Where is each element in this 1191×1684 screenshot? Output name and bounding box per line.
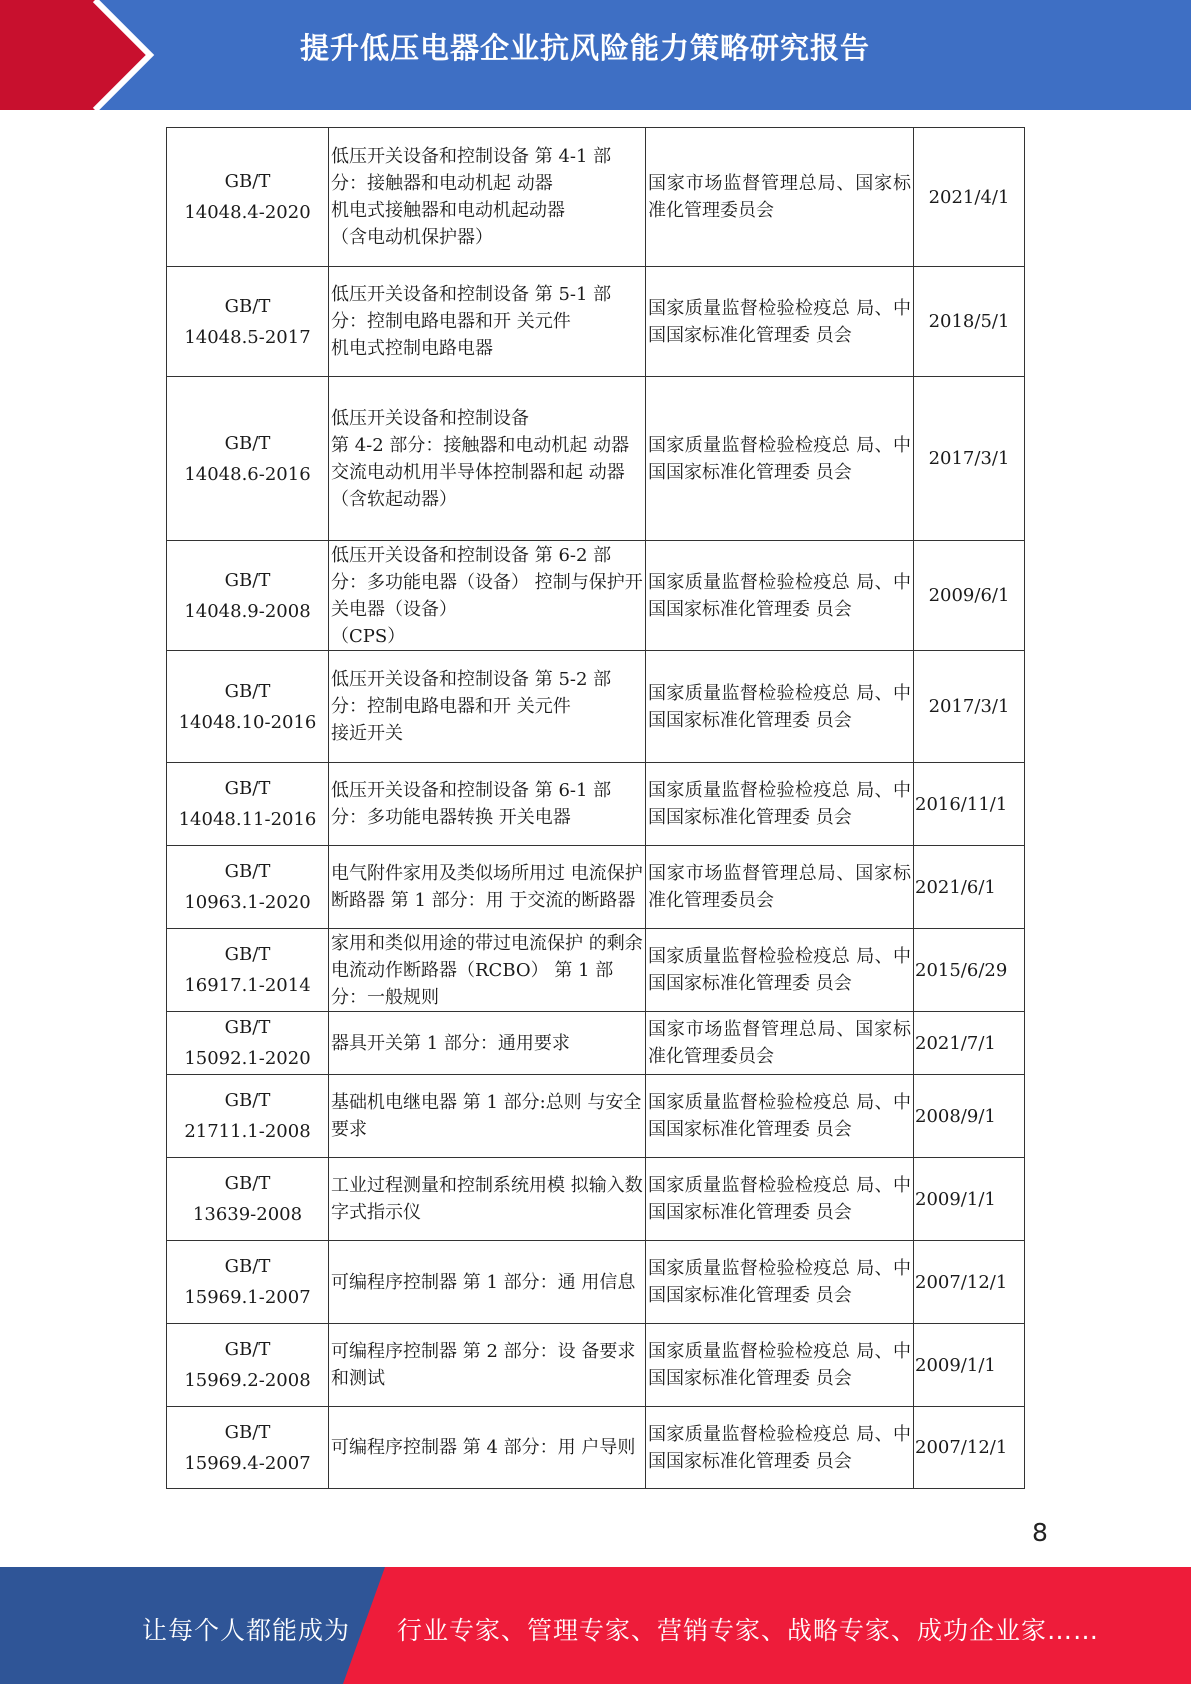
standard-title: 工业过程测量和控制系统用模 拟输入数字式指示仪 xyxy=(329,1158,646,1241)
standard-title: 电气附件家用及类似场所用过 电流保护断路器 第 1 部分：用 于交流的断路器 xyxy=(329,846,646,929)
effective-date: 2017/3/1 xyxy=(914,651,1025,763)
footer-slogan-right: 行业专家、管理专家、营销专家、战略专家、成功企业家…… xyxy=(397,1616,1100,1645)
standard-code: GB/T 15969.4-2007 xyxy=(167,1407,329,1489)
header-arrow-icon xyxy=(0,0,160,110)
standard-code: GB/T 14048.4-2020 xyxy=(167,128,329,267)
standards-table xyxy=(166,127,1025,1489)
standard-code: GB/T 13639-2008 xyxy=(167,1158,329,1241)
issuing-authority: 国家质量监督检验检疫总 局、中国国家标准化管理委 员会 xyxy=(646,1075,914,1158)
standard-title: 器具开关第 1 部分：通用要求 xyxy=(329,1012,646,1075)
effective-date: 2015/6/29 xyxy=(914,929,1025,1012)
effective-date: 2008/9/1 xyxy=(914,1075,1025,1158)
issuing-authority: 国家市场监督管理总局、国家标准化管理委员会 xyxy=(646,1012,914,1075)
standard-title: 可编程序控制器 第 2 部分：设 备要求和测试 xyxy=(329,1324,646,1407)
issuing-authority: 国家质量监督检验检疫总 局、中国国家标准化管理委 员会 xyxy=(646,651,914,763)
table-row xyxy=(167,929,1025,1012)
issuing-authority: 国家质量监督检验检疫总 局、中国国家标准化管理委 员会 xyxy=(646,1324,914,1407)
standard-title: 低压开关设备和控制设备 第 6-1 部分：多功能电器转换 开关电器 xyxy=(329,763,646,846)
table-row xyxy=(167,1158,1025,1241)
standard-code: GB/T 16917.1-2014 xyxy=(167,929,329,1012)
issuing-authority: 国家质量监督检验检疫总 局、中国国家标准化管理委 员会 xyxy=(646,763,914,846)
standard-title: 低压开关设备和控制设备 第 5-2 部分：控制电路电器和开 关元件 接近开关 xyxy=(329,651,646,763)
footer-slogan-left: 让每个人都能成为 xyxy=(142,1616,351,1645)
table-row xyxy=(167,846,1025,929)
table-row xyxy=(167,1241,1025,1324)
effective-date: 2007/12/1 xyxy=(914,1407,1025,1489)
issuing-authority: 国家质量监督检验检疫总 局、中国国家标准化管理委 员会 xyxy=(646,1407,914,1489)
header-band xyxy=(0,0,1191,110)
standard-title: 可编程序控制器 第 4 部分：用 户导则 xyxy=(329,1407,646,1489)
standard-code: GB/T 14048.5-2017 xyxy=(167,267,329,377)
table-row xyxy=(167,267,1025,377)
effective-date: 2021/6/1 xyxy=(914,846,1025,929)
issuing-authority: 国家质量监督检验检疫总 局、中国国家标准化管理委 员会 xyxy=(646,929,914,1012)
issuing-authority: 国家质量监督检验检疫总 局、中国国家标准化管理委 员会 xyxy=(646,541,914,651)
standard-code: GB/T 14048.10-2016 xyxy=(167,651,329,763)
standard-title: 低压开关设备和控制设备 第 5-1 部分：控制电路电器和开 关元件 机电式控制电路电器 xyxy=(329,267,646,377)
standard-title: 低压开关设备和控制设备 第 6-2 部分：多功能电器（设备） 控制与保护开关电器（设备） （CPS） xyxy=(329,541,646,651)
standard-code: GB/T 14048.9-2008 xyxy=(167,541,329,651)
issuing-authority: 国家市场监督管理总局、国家标准化管理委员会 xyxy=(646,846,914,929)
standard-title: 家用和类似用途的带过电流保护 的剩余电流动作断路器（RCBO） 第 1 部分：一般规则 xyxy=(329,929,646,1012)
standard-code: GB/T 15969.1-2007 xyxy=(167,1241,329,1324)
effective-date: 2021/7/1 xyxy=(914,1012,1025,1075)
page-number: 8 xyxy=(1032,1518,1048,1547)
table-row xyxy=(167,128,1025,267)
effective-date: 2007/12/1 xyxy=(914,1241,1025,1324)
issuing-authority: 国家质量监督检验检疫总 局、中国国家标准化管理委 员会 xyxy=(646,1158,914,1241)
table-row xyxy=(167,541,1025,651)
table-row xyxy=(167,1324,1025,1407)
report-title: 提升低压电器企业抗风险能力策略研究报告 xyxy=(300,31,871,65)
issuing-authority: 国家质量监督检验检疫总 局、中国国家标准化管理委 员会 xyxy=(646,377,914,541)
effective-date: 2017/3/1 xyxy=(914,377,1025,541)
effective-date: 2018/5/1 xyxy=(914,267,1025,377)
effective-date: 2009/1/1 xyxy=(914,1324,1025,1407)
standard-code: GB/T 14048.11-2016 xyxy=(167,763,329,846)
standard-code: GB/T 21711.1-2008 xyxy=(167,1075,329,1158)
effective-date: 2016/11/1 xyxy=(914,763,1025,846)
issuing-authority: 国家质量监督检验检疫总 局、中国国家标准化管理委 员会 xyxy=(646,267,914,377)
table-row xyxy=(167,1075,1025,1158)
effective-date: 2009/1/1 xyxy=(914,1158,1025,1241)
table-row xyxy=(167,1012,1025,1075)
standard-code: GB/T 15969.2-2008 xyxy=(167,1324,329,1407)
standard-code: GB/T 10963.1-2020 xyxy=(167,846,329,929)
effective-date: 2009/6/1 xyxy=(914,541,1025,651)
standard-code: GB/T 15092.1-2020 xyxy=(167,1012,329,1075)
table-row xyxy=(167,763,1025,846)
table-row xyxy=(167,377,1025,541)
issuing-authority: 国家市场监督管理总局、国家标准化管理委员会 xyxy=(646,128,914,267)
standard-code: GB/T 14048.6-2016 xyxy=(167,377,329,541)
issuing-authority: 国家质量监督检验检疫总 局、中国国家标准化管理委 员会 xyxy=(646,1241,914,1324)
table-row xyxy=(167,651,1025,763)
effective-date: 2021/4/1 xyxy=(914,128,1025,267)
standard-title: 基础机电继电器 第 1 部分:总则 与安全要求 xyxy=(329,1075,646,1158)
standard-title: 低压开关设备和控制设备 第 4-1 部分：接触器和电动机起 动器 机电式接触器和电动机起动器 （含电动机保护器） xyxy=(329,128,646,267)
table-row xyxy=(167,1407,1025,1489)
standard-title: 低压开关设备和控制设备 第 4-2 部分：接触器和电动机起 动器 交流电动机用半导体控制器和起 动器 （含软起动器） xyxy=(329,377,646,541)
standard-title: 可编程序控制器 第 1 部分：通 用信息 xyxy=(329,1241,646,1324)
